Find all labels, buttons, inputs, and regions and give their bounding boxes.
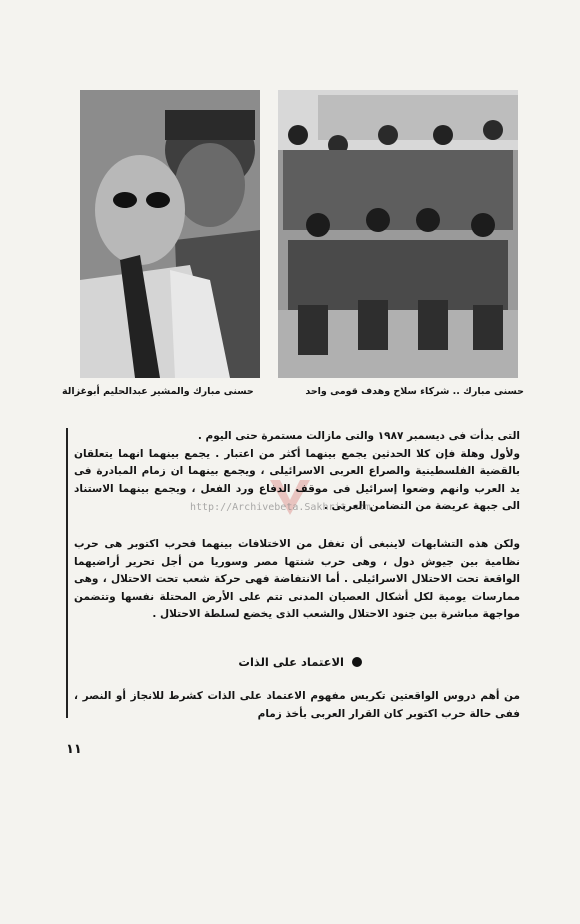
- paragraph-4: من أهم دروس الواقعتين تكريس مفهوم الاعتماد على الذات كشرط للانجاز أو النصر ، ففى حالة حرب اكتوبر كان القرار العربى بأخذ زمام: [74, 690, 520, 720]
- bullet-icon: [352, 657, 362, 667]
- paragraph-1: التى بدأت فى ديسمبر ١٩٨٧ والتى مازالت مستمرة حتى اليوم .: [197, 430, 520, 442]
- paragraph-3: ولكن هذه التشابهات لاينبغى أن تغفل من الاختلافات بينهما فحرب اكتوبر هى حرب نظامية بين جيوش دول ، وهى حرب شنتها مصر وسوريا من أجل تحرير أراضيهما الواقعة تحت الاحتلال الاسرائيلى . أما الانتفاضة فهى حركة شعب تحت الاحتلال ، وهى ممارسات يومية لكل أشكال العصيان المدنى تتم على الأرض المحتلة نفسها وتتضمن مواجهة مباشرة بين جنود الاحتلال والشعب الذى يخضع لسلطة الاحتلال .: [74, 538, 520, 620]
- section-heading: [238, 655, 362, 669]
- group-image: [278, 90, 518, 378]
- portrait-image: [80, 90, 260, 378]
- page-number: ١١: [66, 742, 82, 757]
- section-heading-text: الاعتماد على الذات: [238, 655, 344, 669]
- article-body-bottom: [74, 688, 520, 723]
- margin-rule: [66, 428, 68, 718]
- article-body-middle: [74, 536, 520, 624]
- paragraph-2: ولأول وهلة فإن كلا الحدثين يجمع بينهما أكثر من اعتبار . يجمع بينهما انهما يتعلقان بالقضية الفلسطينية والصراع العربى الاسرائيلى ، ويجمع بينهما ان زمام المبادرة فى يد العرب وانهم وضعوا إسرائيل فى موقف الدفاع ورد الفعل ، ويجمع بينهما الاستناد الى جبهة عريضة من التضامن العربى .: [74, 447, 520, 512]
- caption-right-photo: حسنى مبارك .. شركاء سلاح وهدف قومى واحد: [305, 386, 524, 397]
- photo-mubarak-abu-ghazala: [80, 90, 260, 378]
- watermark-url: http://Archivebeta.Sakhrit.com: [190, 502, 371, 513]
- caption-left-photo: حسنى مبارك والمشير عبدالحليم أبوغزالة: [62, 386, 254, 397]
- article-body-top: [74, 428, 520, 516]
- photo-soldiers-group: [278, 90, 518, 378]
